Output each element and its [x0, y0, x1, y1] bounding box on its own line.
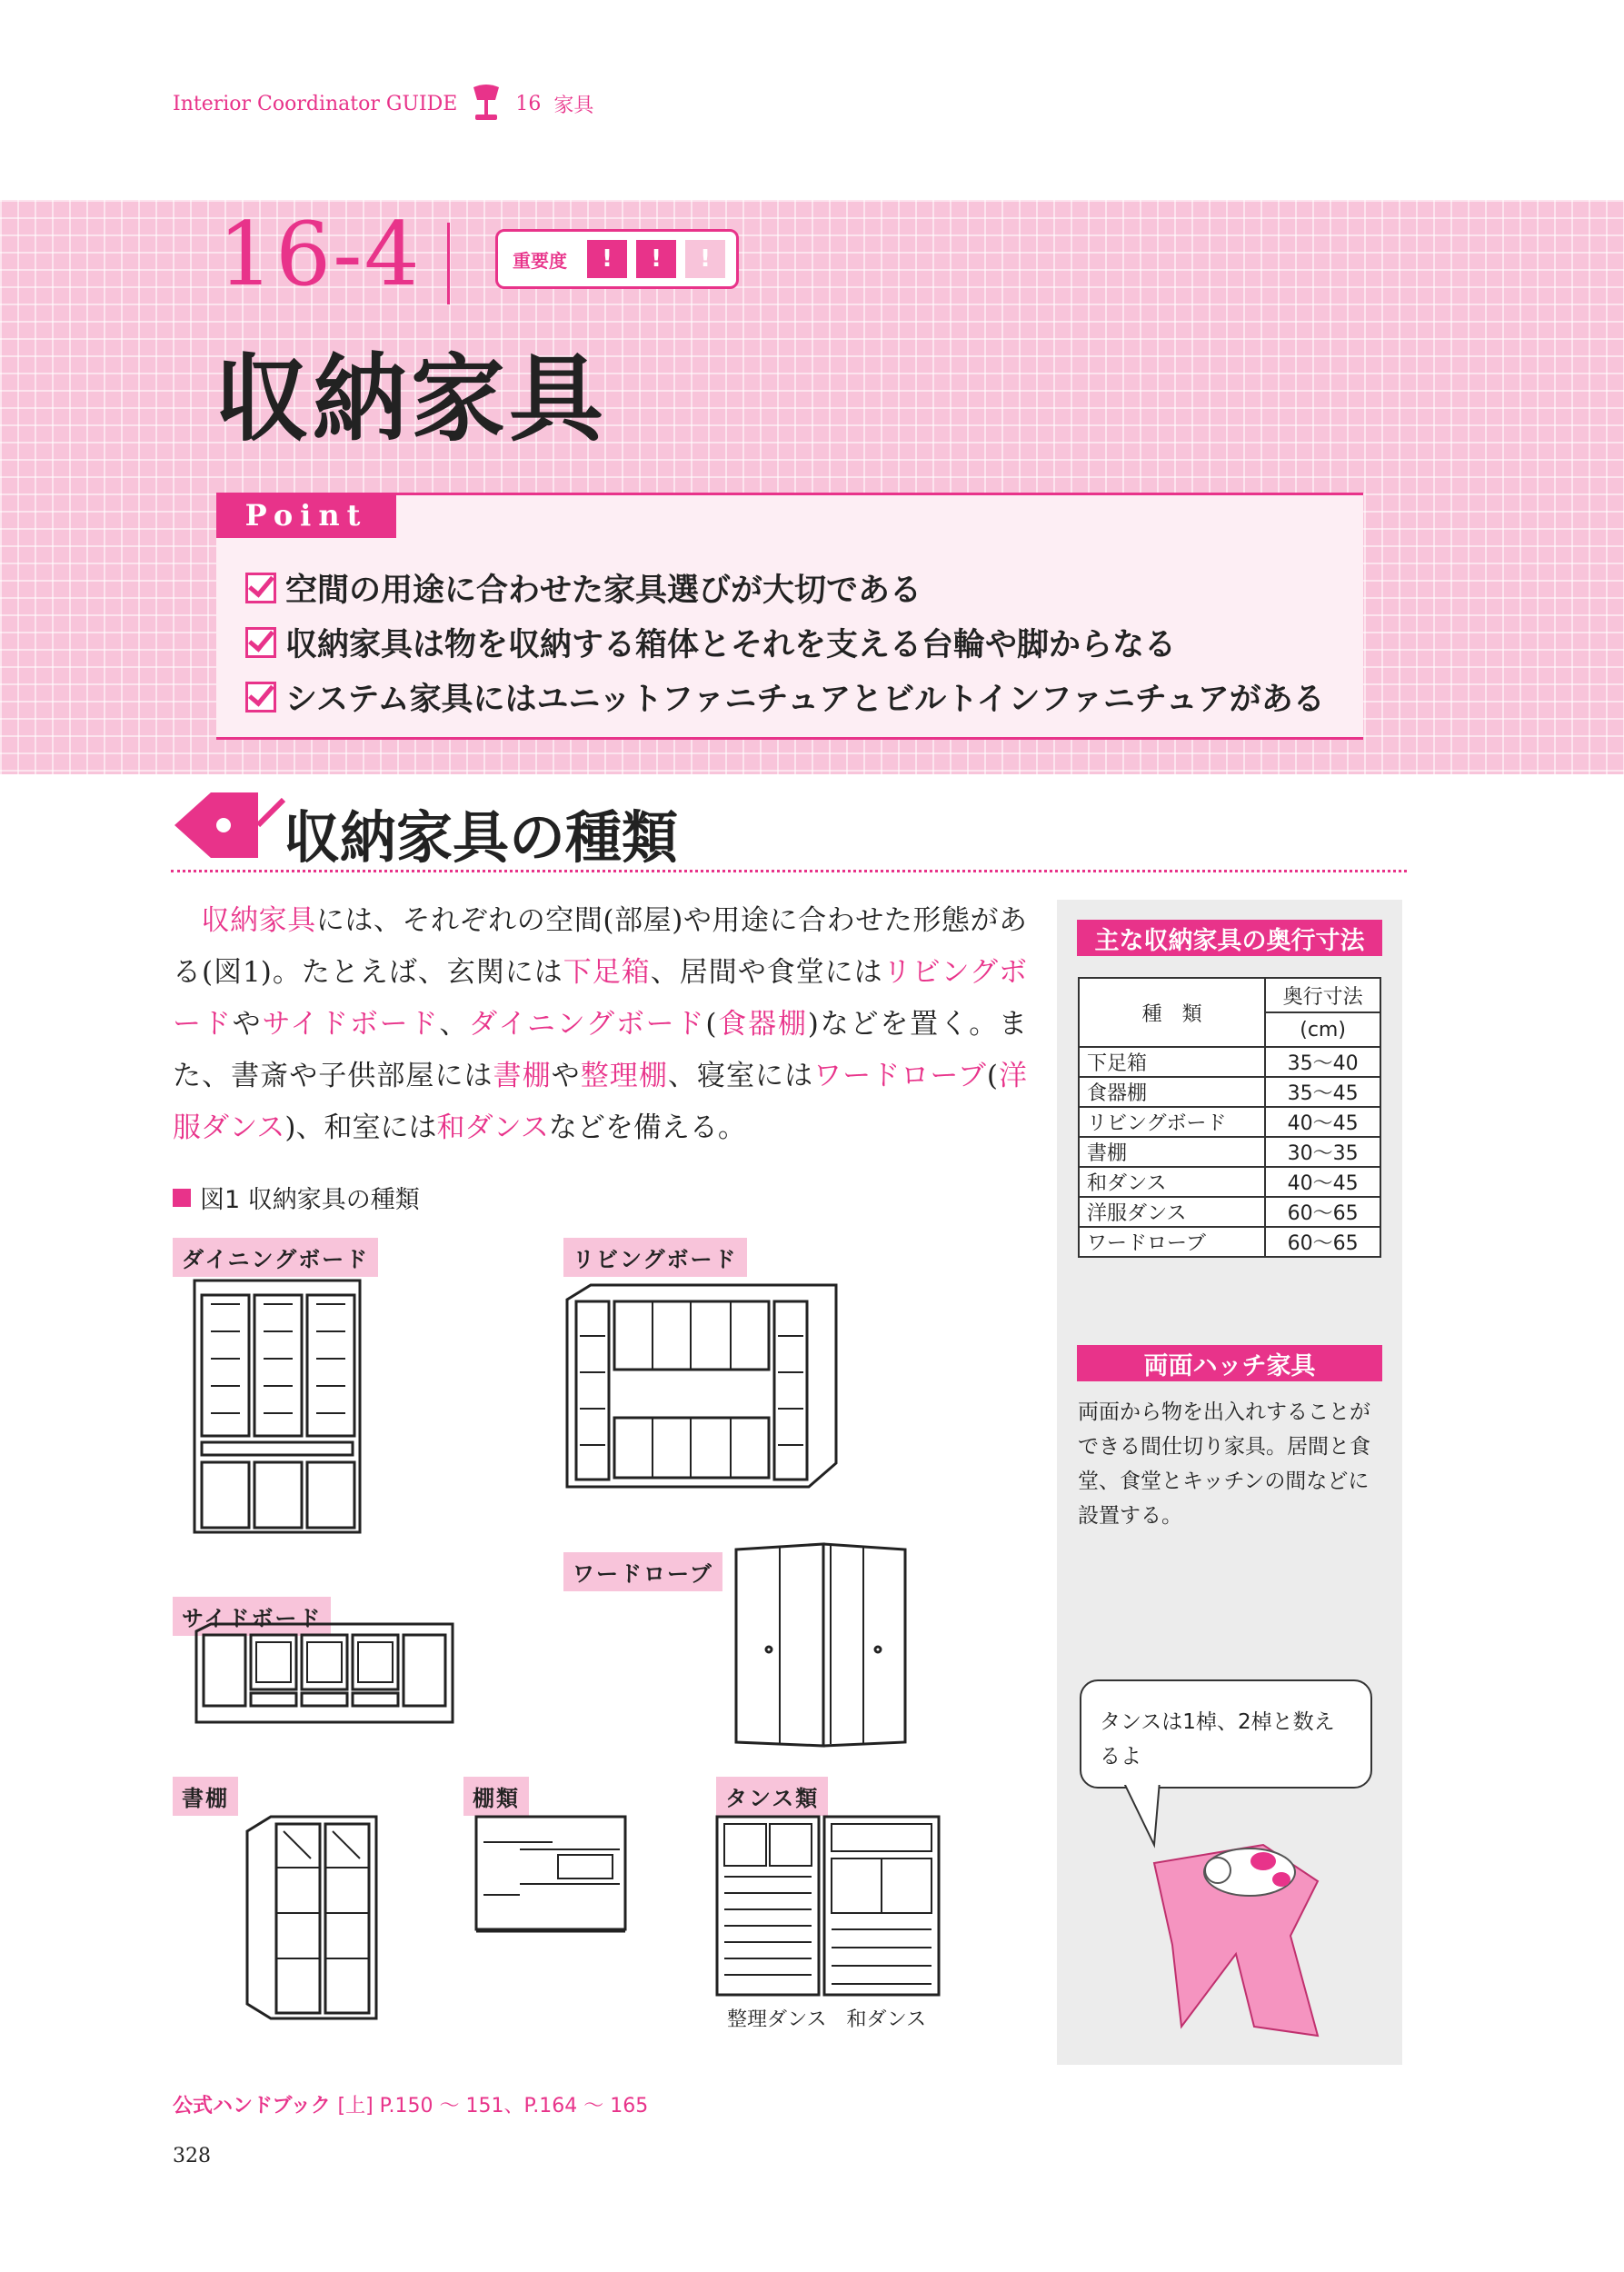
- row-depth: 30～35: [1265, 1137, 1380, 1167]
- point-item: [245, 565, 922, 611]
- table-row: [1079, 1047, 1380, 1077]
- section-title: 収納家具: [214, 343, 608, 454]
- wardrobe-drawing: [732, 1540, 911, 1749]
- table-row: [1079, 1107, 1380, 1137]
- body-text-run: 、居間や食堂には: [650, 956, 883, 989]
- handbook-reference: [173, 2090, 648, 2118]
- keyword: 整理棚: [580, 1060, 668, 1092]
- row-depth: 35～40: [1265, 1047, 1380, 1077]
- figure-caption: [173, 1180, 420, 1215]
- keyword: 食器棚: [716, 1008, 808, 1041]
- depth-table: [1078, 977, 1381, 1258]
- body-text-run: (: [705, 1008, 717, 1041]
- row-depth: 35～45: [1265, 1077, 1380, 1107]
- body-text-run: (: [986, 1060, 998, 1092]
- table-header-type: 種 類: [1079, 978, 1265, 1047]
- label-living-board: リビングボード: [563, 1238, 747, 1277]
- table-row: [1079, 1137, 1380, 1167]
- importance-mark-2: !: [636, 240, 676, 278]
- row-name: 洋服ダンス: [1079, 1197, 1265, 1227]
- square-icon: [173, 1189, 191, 1207]
- page-number: 328: [173, 2145, 211, 2167]
- checkbox-icon: [245, 627, 276, 658]
- keyword: 和ダンス: [436, 1111, 549, 1144]
- row-depth: 60～65: [1265, 1197, 1380, 1227]
- table-header-unit: (cm): [1265, 1012, 1380, 1047]
- guide-title: Interior Coordinator GUIDE: [173, 92, 458, 115]
- label-bookshelf: 書棚: [173, 1777, 238, 1816]
- figure-caption-text: 図1 収納家具の種類: [200, 1186, 420, 1214]
- keyword: ダイニングボード: [469, 1008, 706, 1041]
- body-text-run: などを備える。: [548, 1111, 746, 1144]
- keyword: 収納家具: [201, 904, 316, 937]
- table-row: [1079, 1167, 1380, 1197]
- keyword: 下足箱: [563, 956, 651, 989]
- body-text-run: )、和室には: [284, 1111, 437, 1144]
- checkbox-icon: [245, 573, 276, 603]
- row-name: ワードローブ: [1079, 1227, 1265, 1257]
- handbook-pages: [上] P.150 ～ 151、P.164 ～ 165: [337, 2095, 649, 2118]
- row-name: 和ダンス: [1079, 1167, 1265, 1197]
- body-text-run: には、それぞれの空間(部屋)や用途に合わせた形態がある(図1)。たとえば、玄関には: [173, 904, 1028, 989]
- keyword: 洋服ダンス: [173, 1060, 1028, 1144]
- row-depth: 40～45: [1265, 1107, 1380, 1137]
- row-depth: 60～65: [1265, 1227, 1380, 1257]
- point-item: [245, 620, 1176, 665]
- label-tansu: タンス類: [716, 1777, 828, 1816]
- row-name: 下足箱: [1079, 1047, 1265, 1077]
- keyword: リビングボード: [173, 956, 1027, 1041]
- row-name: リビングボード: [1079, 1107, 1265, 1137]
- body-text-run: 、: [439, 1008, 470, 1041]
- keyword: 書棚: [493, 1060, 552, 1092]
- point-item: [245, 674, 1325, 720]
- table-row: [1079, 1227, 1380, 1257]
- importance-box: [495, 229, 739, 289]
- bookshelf-drawing: [244, 1813, 380, 2022]
- body-text-run: 、寝室には: [667, 1060, 814, 1092]
- table-header-depth: 奥行寸法: [1265, 978, 1380, 1012]
- label-wardrobe: ワードローブ: [563, 1552, 722, 1591]
- running-header: [173, 84, 593, 124]
- section-number: 16-4: [218, 204, 422, 305]
- importance-mark-3: !: [685, 240, 725, 278]
- body-text-run: や: [551, 1060, 581, 1092]
- body-paragraph: [173, 895, 1027, 1154]
- table-title: 主な収納家具の奥行寸法: [1077, 920, 1382, 956]
- checkbox-icon: [245, 682, 276, 712]
- row-name: 食器棚: [1079, 1077, 1265, 1107]
- tag-icon: [171, 789, 289, 862]
- table-row: [1079, 1077, 1380, 1107]
- heading-rule: [171, 870, 1407, 872]
- handbook-label: 公式ハンドブック: [173, 2095, 331, 2118]
- dining-board-drawing: [191, 1277, 364, 1536]
- point-text: 空間の用途に合わせた家具選びが大切である: [285, 573, 922, 609]
- point-label: Point: [216, 493, 396, 538]
- point-text: 収納家具は物を収納する箱体とそれを支える台輪や脚からなる: [285, 627, 1177, 663]
- tansu-drawing: [713, 1813, 942, 1999]
- keyword: ワードローブ: [813, 1060, 987, 1092]
- body-text-run: や: [232, 1008, 263, 1041]
- point-text: システム家具にはユニットファニチュアとビルトインファニチュアがある: [285, 682, 1325, 718]
- table-header-row: [1079, 978, 1380, 1012]
- importance-label: 重要度: [513, 249, 567, 272]
- sideboard-drawing: [193, 1622, 456, 1731]
- hatch-description: 両面から物を出入れすることができる間仕切り家具。居間と食堂、食堂とキッチンの間などに設置する。: [1078, 1400, 1370, 1528]
- table-row: [1079, 1197, 1380, 1227]
- chair-lamp-icon: [470, 84, 503, 124]
- cat-illustration: [1145, 1827, 1327, 2045]
- label-sideboard: サイドボード: [173, 1597, 331, 1636]
- importance-mark-1: !: [587, 240, 627, 278]
- speech-bubble: タンスは1棹、2棹と数えるよ: [1080, 1679, 1372, 1789]
- keyword: サイドボード: [262, 1008, 440, 1041]
- body-text-run: )などを置く。また、書斎や子供部屋には: [173, 1008, 1028, 1092]
- section-divider: [447, 223, 450, 304]
- label-shelves: 棚類: [463, 1777, 529, 1816]
- living-board-drawing: [563, 1281, 841, 1490]
- hatch-title: 両面ハッチ家具: [1077, 1345, 1382, 1381]
- row-depth: 40～45: [1265, 1167, 1380, 1197]
- tansu-sublabel: 整理ダンス 和ダンス: [727, 2008, 927, 2031]
- label-dining-board: ダイニングボード: [173, 1238, 378, 1277]
- chapter-name: 家具: [553, 94, 594, 117]
- section-heading: 収納家具の種類: [284, 804, 679, 871]
- chapter-number: 16: [515, 92, 542, 115]
- row-name: 書棚: [1079, 1137, 1265, 1167]
- shelves-drawing: [473, 1813, 629, 1940]
